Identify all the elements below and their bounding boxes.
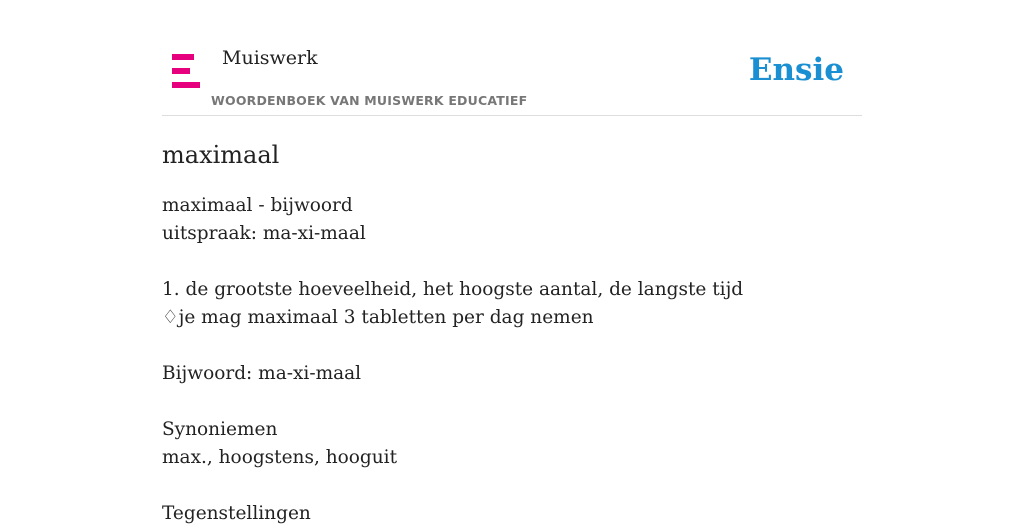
muiswerk-logo-icon[interactable] — [172, 54, 200, 88]
spacer — [162, 248, 862, 276]
entry-heading-line: maximaal - bijwoord — [162, 195, 353, 216]
site-header — [162, 0, 862, 116]
dictionary-subtitle-link[interactable]: WOORDENBOEK VAN MUISWERK EDUCATIEF — [211, 93, 528, 108]
entry-definition: 1. de grootste hoeveelheid, het hoogste aantal, de langste tijd — [162, 279, 744, 300]
spacer — [162, 388, 862, 416]
synonyms-heading: Synoniemen — [162, 419, 278, 440]
entry-body — [162, 192, 862, 528]
entry-title: maximaal — [162, 141, 280, 169]
ensie-brand-link[interactable]: Ensie — [748, 52, 844, 88]
entry-example: ♢je mag maximaal 3 tabletten per dag nemen — [162, 307, 594, 328]
spacer — [162, 472, 862, 500]
site-name-link[interactable]: Muiswerk — [222, 47, 318, 69]
spacer — [162, 332, 862, 360]
page-container — [162, 0, 862, 524]
synonyms-list: max., hoogstens, hooguit — [162, 447, 398, 468]
antonyms-heading: Tegenstellingen — [162, 503, 311, 524]
entry-pronunciation: uitspraak: ma-xi-maal — [162, 223, 366, 244]
entry-hyphenation: Bijwoord: ma-xi-maal — [162, 363, 362, 384]
